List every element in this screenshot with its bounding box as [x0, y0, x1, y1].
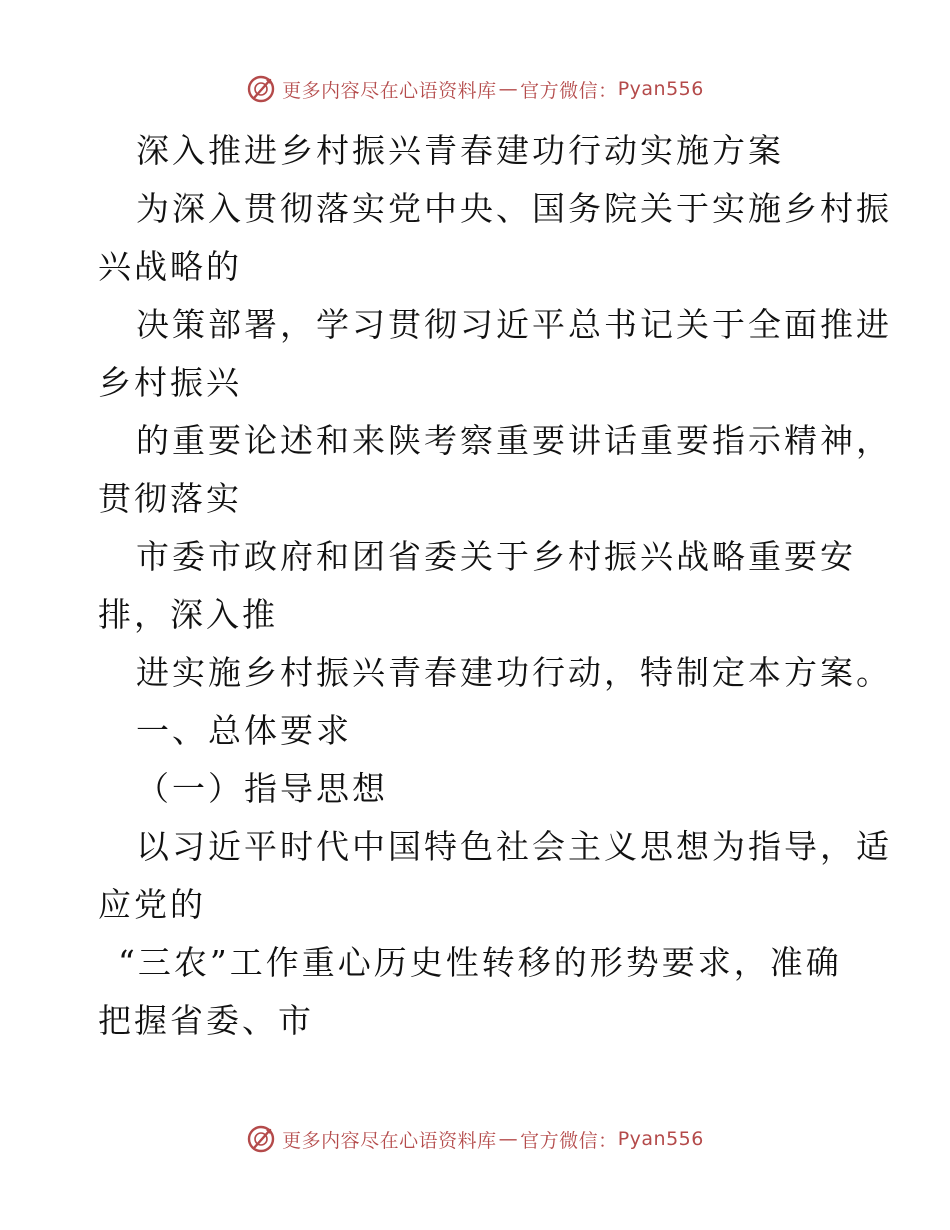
- document-title: 深入推进乡村振兴青春建功行动实施方案: [136, 131, 784, 170]
- watermark-wechat-id: Pyan556: [617, 1128, 704, 1150]
- watermark-separator: —: [498, 1128, 519, 1150]
- watermark-footer: [0, 1124, 950, 1154]
- watermark-wechat-label: 官方微信：: [520, 1129, 618, 1152]
- paragraph-line: 兴战略的: [98, 247, 242, 286]
- paragraph-line: 排，深入推: [98, 595, 278, 634]
- paragraph-line: 乡村振兴: [98, 363, 242, 402]
- watermark-separator: —: [498, 78, 519, 100]
- section-heading: 一、总体要求: [136, 711, 352, 750]
- quill-logo-icon: [246, 1124, 276, 1154]
- paragraph-line: 以习近平时代中国特色社会主义思想为指导，适: [136, 827, 892, 866]
- subsection-heading: （一）指导思想: [136, 769, 388, 808]
- document-body: [98, 122, 892, 1050]
- paragraph-line: 进实施乡村振兴青春建功行动，特制定本方案。: [136, 653, 892, 692]
- paragraph-line: 为深入贯彻落实党中央、国务院关于实施乡村振: [136, 189, 892, 228]
- watermark-site-text: 更多内容尽在心语资料库: [282, 79, 497, 102]
- watermark-wechat-label: 官方微信：: [520, 79, 618, 102]
- watermark-site-text: 更多内容尽在心语资料库: [282, 1129, 497, 1152]
- watermark-header: [0, 74, 950, 104]
- quill-logo-icon: [246, 74, 276, 104]
- paragraph-line: “三农”工作重心历史性转移的形势要求，准确: [118, 943, 842, 982]
- paragraph-line: 把握省委、市: [98, 1001, 314, 1040]
- paragraph-line: 的重要论述和来陕考察重要讲话重要指示精神，: [136, 421, 892, 460]
- paragraph-line: 决策部署，学习贯彻习近平总书记关于全面推进: [136, 305, 892, 344]
- paragraph-line: 贯彻落实: [98, 479, 242, 518]
- watermark-wechat-id: Pyan556: [617, 78, 704, 100]
- paragraph-line: 应党的: [98, 885, 206, 924]
- paragraph-line: 市委市政府和团省委关于乡村振兴战略重要安: [136, 537, 856, 576]
